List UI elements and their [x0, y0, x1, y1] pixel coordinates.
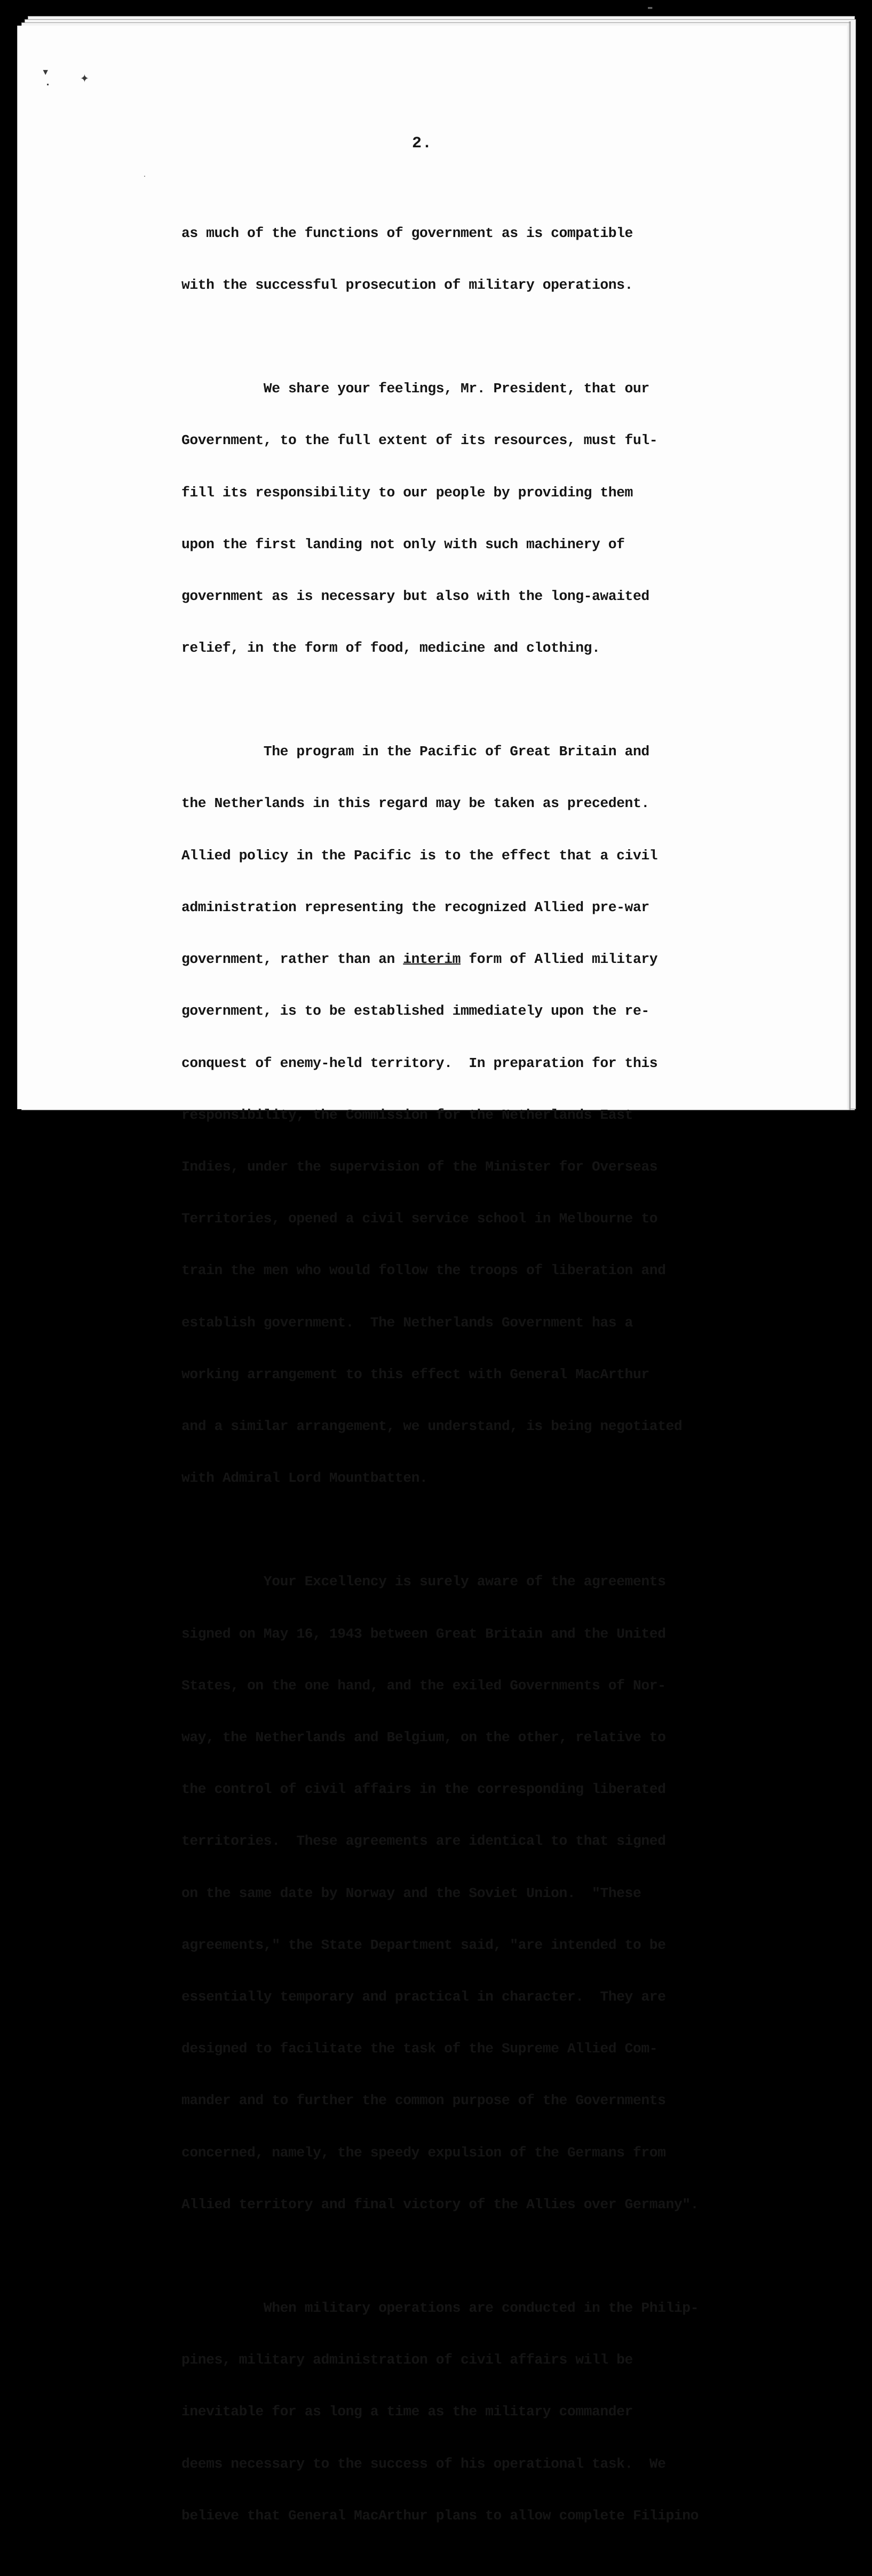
ink-speck: ·	[143, 174, 147, 180]
paragraph-3	[181, 708, 715, 1521]
paragraph-2	[181, 345, 715, 691]
text-line: the control of civil affairs in the corresponding liberated	[181, 1781, 666, 1798]
underlined-word: interim	[403, 951, 461, 968]
text-line: Indies, under the supervision of the Minister for Overseas	[181, 1158, 658, 1175]
text-line: When military operations are conducted in the Philip-	[181, 2300, 699, 2316]
text-line: The program in the Pacific of Great Britain and	[181, 744, 649, 760]
text-line: Government, to the full extent of its resources, must ful-	[181, 432, 658, 449]
text-line: the Netherlands in this regard may be taken as precedent.	[181, 795, 649, 812]
stacked-page-edges	[849, 21, 872, 1110]
text-line: States, on the one hand, and the exiled Governments of Nor-	[181, 1677, 666, 1694]
text-line: We share your feelings, Mr. President, that our	[181, 381, 649, 397]
text-line: believe that General MacArthur plans to allow complete Filipino	[181, 2507, 699, 2524]
letter-body	[181, 190, 715, 2576]
ink-speck: ✦	[80, 70, 89, 87]
text-line: administration representing the recognized Allied pre-war	[181, 899, 649, 915]
ink-speck: ▪	[46, 81, 50, 89]
text-line: establish government. The Netherlands Government has a	[181, 1314, 633, 1331]
text-line: agreements," the State Department said, "are intended to be	[181, 1937, 666, 1953]
text-line: designed to facilitate the task of the Supreme Allied Com-	[181, 2041, 658, 2057]
text-line: pines, military administration of civil affairs will be	[181, 2352, 633, 2368]
text-line: relief, in the form of food, medicine and clothing.	[181, 640, 600, 657]
text-line: mander and to further the common purpose of the Governments	[181, 2092, 666, 2109]
text-line: government as is necessary but also with the long-awaited	[181, 588, 649, 604]
paragraph-5	[181, 2265, 715, 2559]
text-line: with the successful prosecution of military operations.	[181, 277, 633, 294]
ink-speck: ▬	[648, 3, 653, 12]
text-line: Your Excellency is surely aware of the agreements	[181, 1574, 666, 1590]
text-line: government, is to be established immediately upon the re-	[181, 1003, 649, 1020]
text-line: train the men who would follow the troops of liberation and	[181, 1262, 666, 1279]
text-line: fill its responsibility to our people by providing them	[181, 484, 633, 501]
page-number: 2.	[412, 135, 433, 153]
text-line: signed on May 16, 1943 between Great Britain and the United	[181, 1625, 666, 1642]
text-line: working arrangement to this effect with General MacArthur	[181, 1366, 649, 1382]
text-line: with Admiral Lord Mountbatten.	[181, 1470, 428, 1487]
text-line: inevitable for as long a time as the military commander	[181, 2404, 633, 2420]
paragraph-1	[181, 190, 715, 328]
text-line: upon the first landing not only with such machinery of	[181, 536, 625, 552]
text-line: territories. These agreements are identical to that signed	[181, 1833, 666, 1850]
text-line: way, the Netherlands and Belgium, on the other, relative to	[181, 1729, 666, 1745]
text-line: conquest of enemy-held territory. In preparation for this	[181, 1055, 658, 1071]
text-line: deems necessary to the success of his operational task. We	[181, 2455, 666, 2472]
text-line: Allied policy in the Pacific is to the effect that a civil	[181, 847, 658, 864]
text-line: Territories, opened a civil service school in Melbourne to	[181, 1211, 658, 1227]
text-line: essentially temporary and practical in character. They are	[181, 1989, 666, 2005]
text-line: as much of the functions of government as is compatible	[181, 225, 633, 241]
text-line: on the same date by Norway and the Soviet Union. "These	[181, 1885, 641, 1901]
ink-speck: ▾	[42, 66, 50, 80]
text-segment: form of Allied military	[460, 951, 658, 968]
text-line: and a similar arrangement, we understand, is being negotiated	[181, 1418, 683, 1435]
text-segment: government, rather than an	[181, 951, 403, 968]
text-line	[181, 951, 715, 968]
text-line: Allied territory and final victory of the Allies over Germany".	[181, 2196, 699, 2212]
text-line: concerned, namely, the speedy expulsion of the Germans from	[181, 2144, 666, 2161]
text-line: responsibility, the Commission for the Netherlands East	[181, 1107, 633, 1123]
paragraph-4	[181, 1538, 715, 2248]
